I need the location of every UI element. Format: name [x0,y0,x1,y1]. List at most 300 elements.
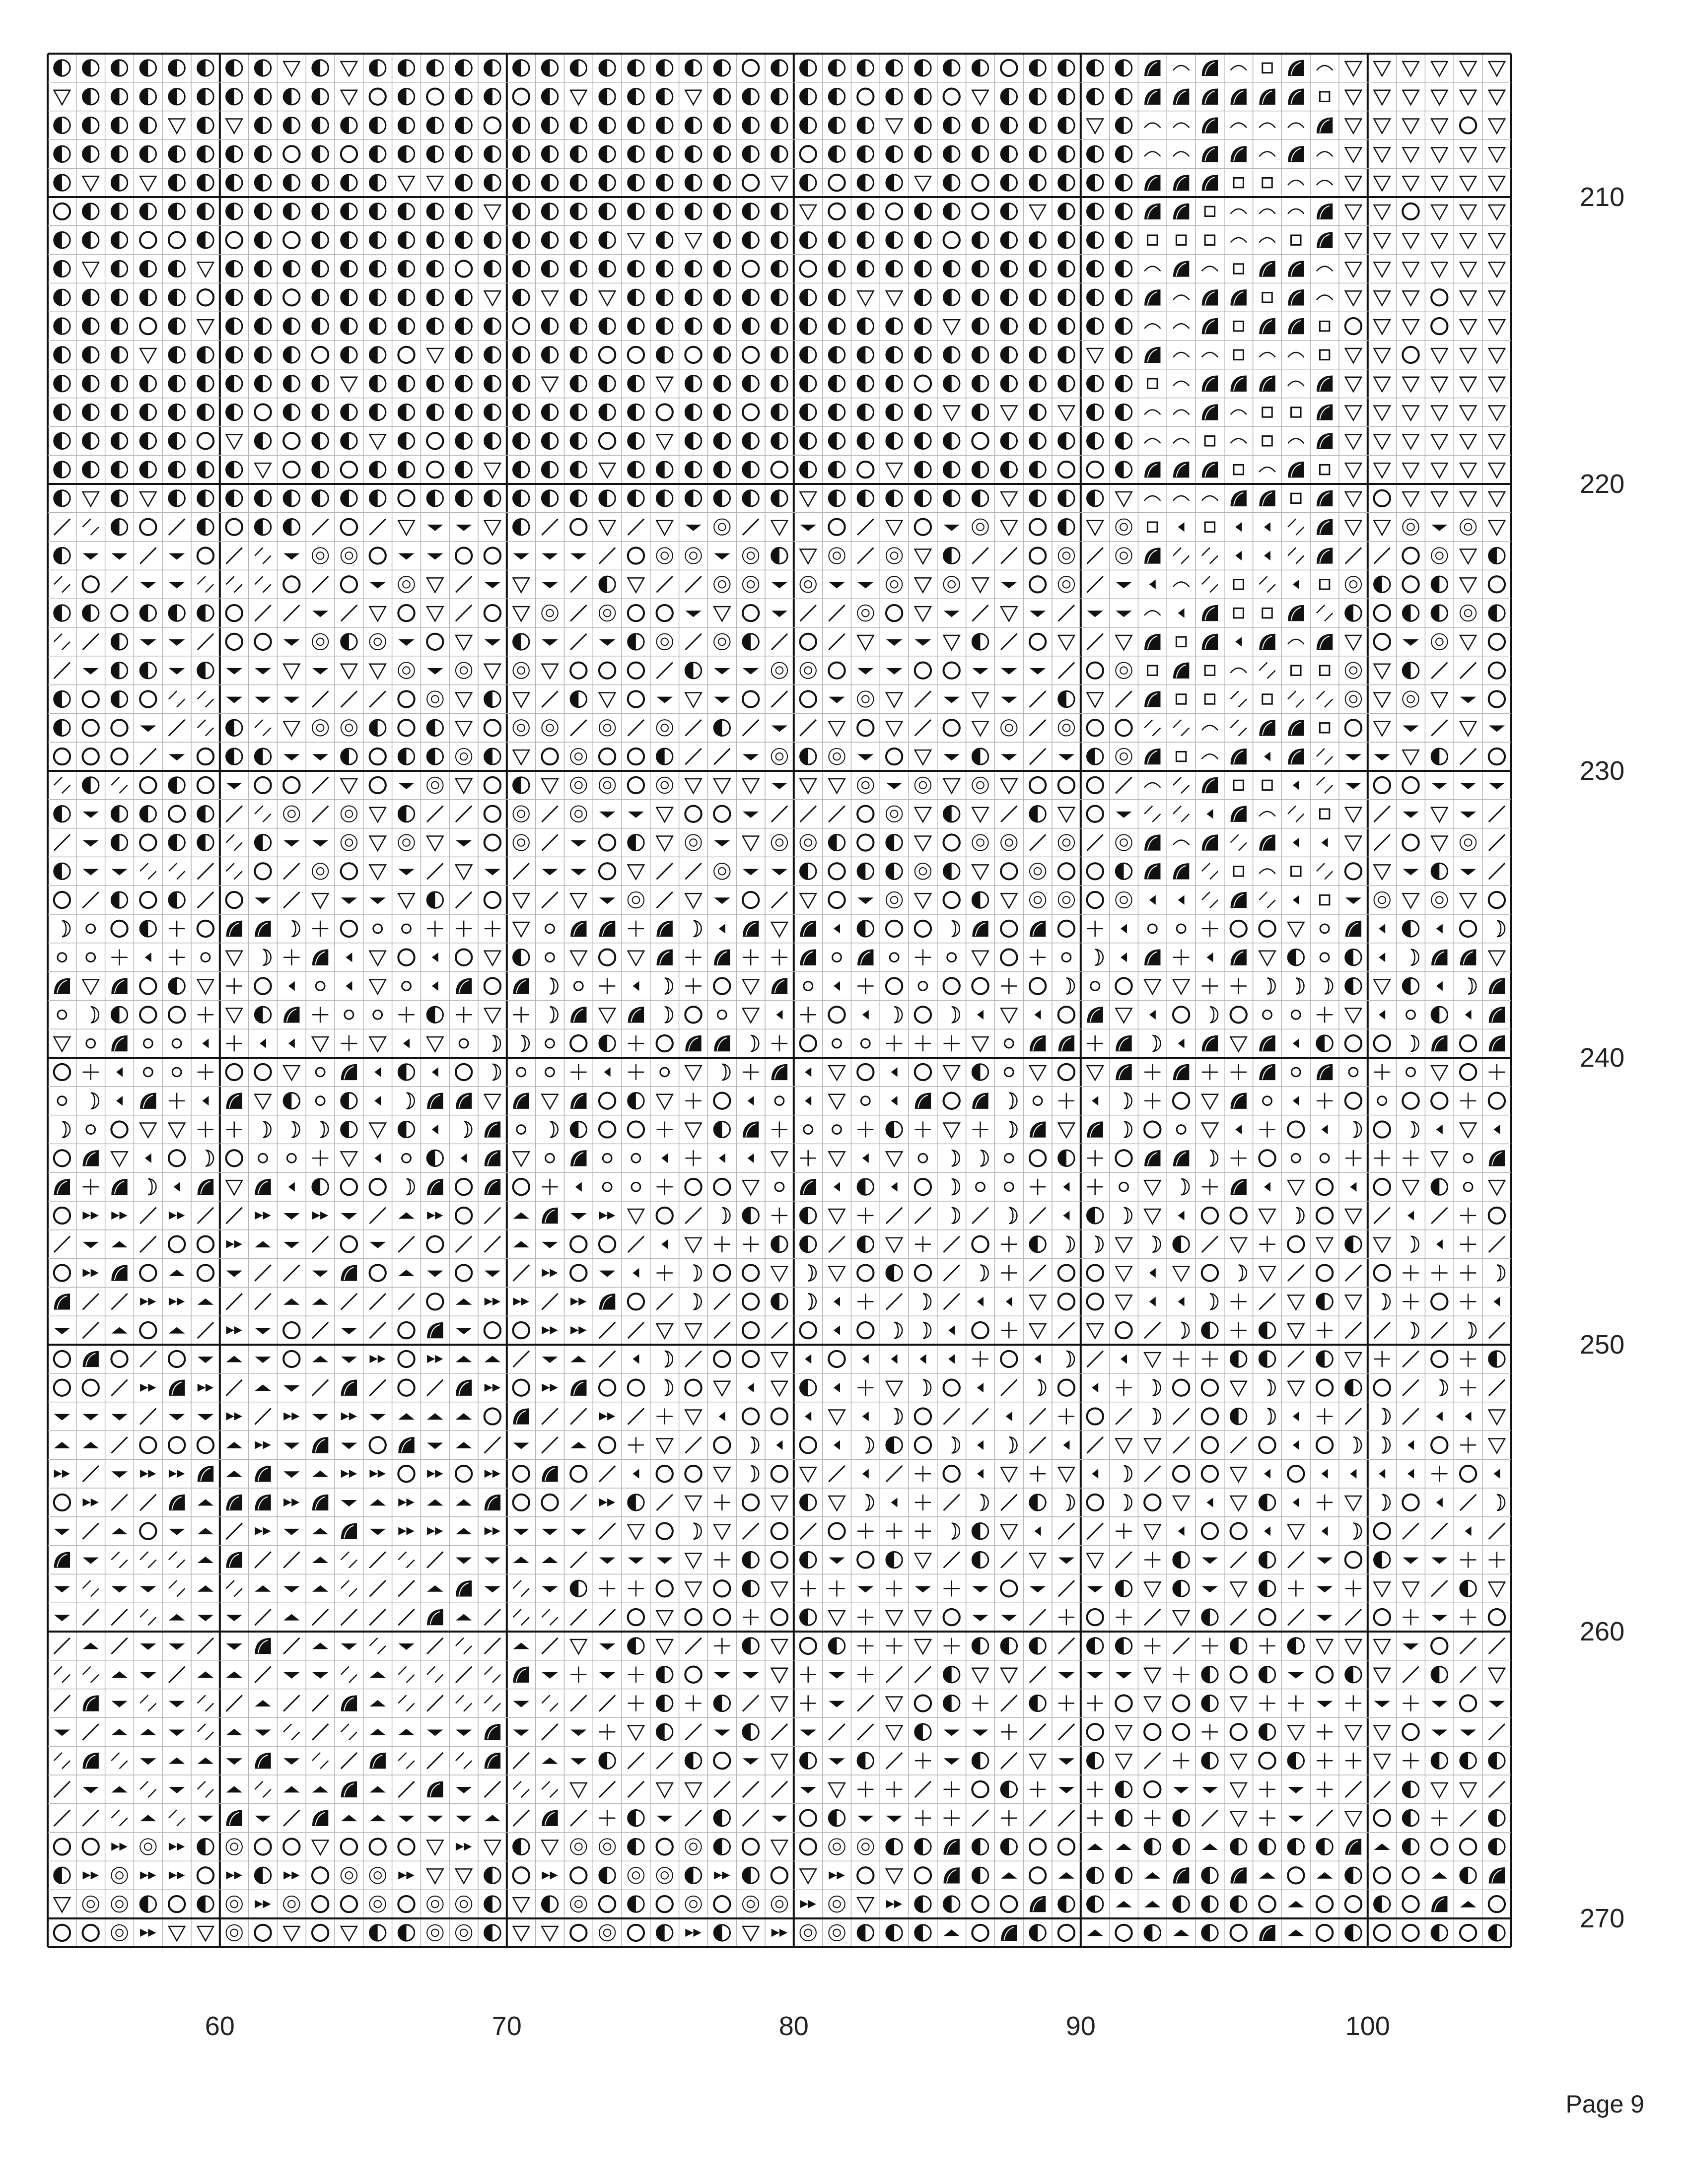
stitch-symbol [1058,376,1074,392]
stitch-symbol [1317,1896,1333,1912]
stitch-symbol [91,1007,99,1023]
stitch-symbol [485,1208,500,1224]
stitch-symbol [226,1643,242,1650]
stitch-symbol [800,1787,816,1793]
stitch-symbol [198,1615,213,1621]
stitch-symbol [772,176,787,191]
stitch-symbol [886,404,902,420]
stitch-symbol [54,892,70,908]
stitch-symbol [226,1240,242,1248]
stitch-symbol [198,462,213,478]
stitch-symbol [1087,1609,1103,1625]
stitch-symbol [542,720,558,736]
stitch-symbol [1431,1810,1447,1826]
stitch-symbol [714,950,730,965]
stitch-symbol [54,1265,70,1281]
stitch-symbol [83,1322,99,1338]
stitch-symbol [542,1408,558,1424]
stitch-symbol [772,1152,787,1166]
stitch-symbol [857,376,873,392]
stitch-symbol [370,1437,386,1453]
stitch-symbol [1374,176,1390,191]
stitch-symbol [432,1125,438,1134]
stitch-symbol [1202,462,1218,478]
stitch-symbol [1288,146,1304,162]
stitch-symbol [1087,146,1103,162]
stitch-symbol [111,663,127,679]
stitch-symbol [857,1695,873,1711]
stitch-symbol [456,1869,472,1883]
stitch-symbol [599,921,615,937]
stitch-symbol [772,663,787,679]
stitch-symbol [1431,1638,1447,1654]
stitch-symbol [1293,1498,1299,1507]
stitch-symbol [456,605,472,621]
stitch-symbol [513,634,529,650]
stitch-symbol [1317,1724,1333,1740]
stitch-symbol [312,720,328,736]
stitch-symbol [685,693,701,707]
stitch-symbol [546,1068,555,1077]
stitch-symbol [169,978,185,994]
stitch-symbol [972,1236,988,1252]
stitch-symbol [1231,1007,1247,1023]
stitch-symbol [312,1786,328,1792]
stitch-symbol [1468,1322,1476,1338]
stitch-symbol [1259,123,1275,128]
stitch-symbol [800,1925,816,1941]
stitch-symbol [628,812,644,818]
stitch-symbol [1489,663,1505,679]
stitch-symbol [1001,779,1017,793]
stitch-symbol [1489,892,1505,908]
stitch-symbol [1006,1297,1012,1306]
stitch-symbol [1001,1896,1017,1912]
stitch-symbol [1353,1523,1361,1539]
stitch-symbol [944,1810,960,1826]
stitch-symbol [1320,666,1329,675]
stitch-symbol [717,1010,726,1019]
stitch-symbol [169,1236,185,1252]
stitch-symbol [952,1179,960,1195]
stitch-symbol [772,289,787,305]
stitch-symbol [1460,320,1476,334]
stitch-symbol [312,462,328,478]
stitch-symbol [1374,1179,1390,1195]
stitch-symbol [599,1753,615,1769]
stitch-symbol [312,691,328,707]
stitch-symbol [1124,1121,1132,1137]
stitch-symbol [54,1839,70,1854]
stitch-symbol [1058,1758,1074,1765]
stitch-symbol [570,1007,586,1023]
stitch-symbol [1460,921,1476,937]
stitch-symbol [83,720,99,736]
stitch-symbol [398,347,414,363]
stitch-symbol [886,863,902,879]
stitch-symbol [714,1035,730,1051]
stitch-symbol [255,347,271,363]
stitch-symbol [427,1527,443,1535]
y-tick-label: 260 [1580,1617,1625,1646]
stitch-symbol [1259,1150,1275,1166]
stitch-symbol [1058,1467,1074,1482]
stitch-symbol [1374,320,1390,334]
stitch-symbol [542,892,558,908]
stitch-symbol [226,1121,242,1137]
stitch-symbol [886,175,902,191]
stitch-symbol [570,1150,586,1166]
stitch-symbol [1288,438,1304,443]
stitch-symbol [1231,1351,1247,1367]
stitch-symbol [542,1384,558,1392]
stitch-symbol [657,60,673,76]
stitch-symbol [570,634,586,650]
stitch-symbol [1296,978,1304,994]
stitch-symbol [226,347,242,363]
stitch-symbol [1345,90,1361,105]
stitch-symbol [456,635,472,650]
stitch-symbol [255,697,271,703]
stitch-symbol [857,60,873,76]
stitch-symbol [570,1695,586,1711]
stitch-symbol [283,576,299,592]
stitch-symbol [1431,1035,1447,1051]
stitch-symbol [743,779,759,793]
stitch-symbol [202,1096,209,1105]
stitch-symbol [169,1667,185,1683]
stitch-symbol [714,1672,730,1679]
stitch-symbol [1345,635,1361,650]
stitch-symbol [1087,863,1103,879]
stitch-symbol [1431,1351,1447,1367]
stitch-symbol [226,119,242,134]
stitch-symbol [599,1839,615,1854]
stitch-symbol [972,261,988,276]
stitch-symbol [1460,62,1476,76]
stitch-symbol [143,1068,152,1077]
stitch-symbol [1030,691,1046,707]
stitch-symbol [599,1609,615,1625]
stitch-symbol [1259,352,1275,357]
stitch-symbol [1144,1839,1160,1854]
stitch-symbol [255,921,271,937]
stitch-symbol [341,1580,357,1596]
stitch-symbol [54,1328,70,1334]
stitch-symbol [1259,1781,1275,1797]
stitch-symbol [1345,62,1361,76]
stitch-symbol [341,1609,357,1625]
stitch-symbol [283,433,299,449]
stitch-symbol [169,1580,185,1596]
stitch-symbol [1234,580,1243,589]
stitch-symbol [772,1408,787,1424]
stitch-symbol [1173,777,1189,793]
stitch-symbol [140,1643,156,1650]
stitch-symbol [685,893,701,908]
stitch-symbol [226,921,242,937]
stitch-symbol [312,840,328,847]
stitch-symbol [370,60,386,76]
stitch-symbol [915,146,931,162]
stitch-symbol [570,175,586,191]
stitch-symbol [140,605,156,621]
stitch-symbol [972,1093,988,1109]
stitch-symbol [1291,235,1301,245]
stitch-symbol [1087,1753,1103,1769]
stitch-symbol [456,1380,472,1396]
stitch-symbol [1345,318,1361,334]
stitch-symbol [456,693,472,707]
stitch-symbol [54,1810,70,1826]
stitch-symbol [54,1586,70,1592]
stitch-symbol [1202,289,1218,305]
stitch-symbol [169,204,185,219]
stitch-symbol [1403,1523,1418,1539]
stitch-symbol [714,1351,730,1367]
stitch-symbol [1001,582,1017,588]
stitch-symbol [1345,492,1361,506]
stitch-symbol [772,232,787,248]
stitch-symbol [886,806,902,822]
stitch-symbol [772,1208,787,1224]
stitch-symbol [1317,66,1333,70]
stitch-symbol [370,1609,386,1625]
stitch-symbol [174,1182,180,1191]
stitch-symbol [685,433,701,449]
stitch-symbol [1460,1208,1476,1224]
stitch-symbol [1460,1783,1476,1797]
stitch-symbol [857,1208,873,1224]
stitch-symbol [1403,1380,1418,1396]
stitch-symbol [886,1816,902,1822]
stitch-symbol [743,892,759,908]
stitch-symbol [800,950,816,965]
stitch-symbol [1293,580,1299,589]
stitch-symbol [1202,921,1218,937]
stitch-symbol [599,1093,615,1109]
stitch-symbol [255,1241,271,1247]
stitch-symbol [83,462,99,478]
stitch-symbol [485,1094,500,1109]
stitch-symbol [1149,1010,1156,1020]
stitch-symbol [628,1725,644,1740]
stitch-symbol [485,1121,500,1137]
stitch-symbol [1489,691,1505,707]
stitch-symbol [1431,1093,1447,1109]
stitch-symbol [857,1925,873,1941]
stitch-symbol [944,117,960,133]
stitch-symbol [370,462,386,478]
stitch-symbol [1259,812,1275,817]
stitch-symbol [714,1495,730,1510]
stitch-symbol [283,1007,299,1023]
stitch-symbol [1066,1495,1074,1510]
stitch-symbol [312,1841,328,1855]
stitch-symbol [1202,1896,1218,1912]
stitch-symbol [1205,436,1214,446]
stitch-symbol [1173,1724,1189,1740]
stitch-symbol [1460,783,1476,789]
x-tick-label: 80 [778,2011,809,2041]
stitch-symbol [1066,978,1074,994]
stitch-symbol [111,1925,127,1941]
stitch-symbol [513,1557,529,1563]
stitch-symbol [1379,953,1385,962]
stitch-symbol [1235,637,1242,646]
stitch-symbol [140,117,156,133]
stitch-symbol [370,664,386,679]
stitch-symbol [54,605,70,621]
stitch-symbol [857,950,873,965]
stitch-symbol [263,1121,271,1137]
stitch-symbol [1030,1035,1046,1051]
stitch-symbol [1374,865,1390,879]
stitch-symbol [944,697,960,703]
stitch-symbol [628,720,644,736]
stitch-symbol [398,749,414,764]
stitch-symbol [140,1322,156,1338]
stitch-symbol [829,1410,844,1425]
stitch-symbol [1144,547,1160,563]
stitch-symbol [915,1265,931,1281]
stitch-symbol [570,840,586,847]
stitch-symbol [1144,634,1160,650]
stitch-symbol [1436,1125,1443,1134]
stitch-symbol [398,1667,414,1683]
stitch-symbol [341,921,357,937]
stitch-symbol [111,490,127,506]
stitch-symbol [341,1294,357,1309]
stitch-symbol [1181,1322,1189,1338]
stitch-symbol [341,1839,357,1854]
stitch-symbol [140,663,156,679]
stitch-symbol [140,1695,156,1711]
stitch-symbol [743,89,759,105]
stitch-symbol [1231,1322,1247,1338]
stitch-symbol [891,1096,898,1105]
stitch-symbol [1202,754,1218,759]
stitch-symbol [944,720,960,736]
stitch-symbol [1493,1297,1500,1306]
stitch-symbol [628,834,644,850]
stitch-symbol [1058,490,1074,506]
stitch-symbol [886,1265,902,1281]
stitch-symbol [743,812,759,818]
stitch-symbol [1431,406,1447,420]
stitch-symbol [714,462,730,478]
stitch-symbol [829,863,844,879]
stitch-symbol [456,404,472,420]
stitch-symbol [398,1552,414,1568]
stitch-symbol [915,1523,931,1539]
stitch-symbol [485,490,500,506]
y-tick-label: 250 [1580,1330,1625,1360]
stitch-symbol [169,433,185,449]
stitch-symbol [427,60,443,76]
stitch-symbol [1058,406,1074,420]
stitch-symbol [427,1380,443,1396]
stitch-symbol [1374,1064,1390,1080]
stitch-symbol [1149,580,1156,589]
stitch-symbol [140,1236,156,1252]
stitch-symbol [800,462,816,478]
stitch-symbol [657,1495,673,1510]
stitch-symbol [140,691,156,707]
stitch-symbol [513,433,529,449]
stitch-symbol [456,1925,472,1941]
stitch-symbol [1460,90,1476,105]
stitch-symbol [800,1467,816,1482]
stitch-symbol [1001,492,1017,506]
stitch-symbol [1058,1810,1074,1826]
stitch-symbol [944,60,960,76]
stitch-symbol [628,892,644,908]
stitch-symbol [857,605,873,621]
stitch-symbol [1374,1322,1390,1338]
stitch-symbol [599,1672,615,1679]
stitch-symbol [226,1471,242,1477]
stitch-symbol [169,921,185,937]
stitch-symbol [657,1324,673,1338]
stitch-symbol [320,1121,328,1137]
stitch-symbol [599,60,615,76]
stitch-symbol [714,1609,730,1625]
stitch-symbol [1095,1236,1103,1252]
stitch-symbol [456,950,472,965]
stitch-symbol [570,1213,586,1220]
stitch-symbol [111,175,127,191]
stitch-symbol [427,1294,443,1309]
stitch-symbol [886,1381,902,1396]
stitch-symbol [485,1008,500,1023]
stitch-symbol [513,462,529,478]
stitch-symbol [1345,1695,1361,1711]
stitch-symbol [1403,119,1418,134]
stitch-symbol [685,1179,701,1195]
stitch-symbol [743,1638,759,1654]
stitch-symbol [628,1753,644,1769]
stitch-symbol [226,1523,242,1539]
stitch-symbol [1374,1843,1390,1850]
stitch-symbol [570,519,586,535]
stitch-symbol [1173,582,1189,587]
stitch-symbol [86,1125,95,1134]
stitch-symbol [1403,1582,1418,1596]
stitch-symbol [1001,950,1017,965]
stitch-symbol [341,691,357,707]
stitch-symbol [743,146,759,162]
stitch-symbol [398,1413,414,1420]
stitch-symbol [1231,1408,1247,1424]
stitch-symbol [370,777,386,793]
stitch-symbol [370,1815,386,1821]
stitch-symbol [1374,1150,1390,1166]
stitch-symbol [1345,1353,1361,1367]
stitch-symbol [714,1729,730,1736]
stitch-symbol [685,404,701,420]
stitch-symbol [886,60,902,76]
stitch-symbol [226,1356,242,1362]
stitch-symbol [1116,404,1131,420]
stitch-symbol [1173,1466,1189,1482]
stitch-symbol [83,117,99,133]
stitch-symbol [570,1925,586,1941]
stitch-symbol [1288,318,1304,334]
stitch-symbol [1063,1211,1069,1220]
stitch-symbol [570,1839,586,1854]
stitch-symbol [1030,1466,1046,1482]
